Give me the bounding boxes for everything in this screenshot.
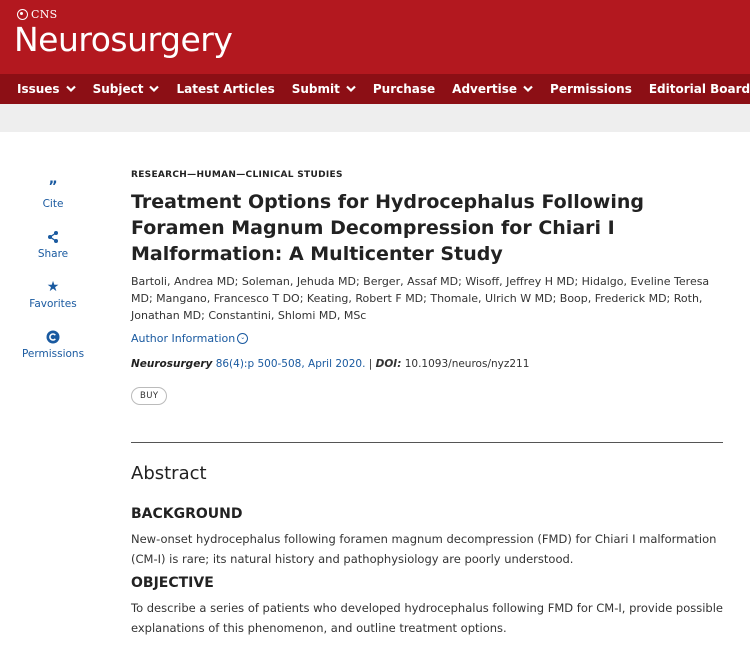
nav-label: Purchase — [372, 82, 436, 96]
citation-separator: | — [368, 357, 373, 370]
copyright-icon — [46, 330, 60, 344]
section-text-objective: To describe a series of patients who developed hydrocephalus following FMD for CM-I, provide possible explanations of this phenomenon, and outline treatment options. — [131, 601, 724, 636]
author-information-toggle[interactable] — [131, 332, 723, 345]
nav-label: Subject — [92, 82, 144, 96]
section-heading-objective: OBJECTIVE — [131, 575, 214, 592]
divider — [131, 442, 723, 443]
tool-label: Share — [37, 248, 69, 260]
nav-permissions[interactable] — [550, 82, 632, 96]
article-type: RESEARCH—HUMAN—CLINICAL STUDIES — [131, 170, 343, 180]
nav-issues[interactable] — [17, 82, 76, 96]
nav-subject[interactable] — [93, 82, 160, 96]
abstract-section — [131, 463, 723, 645]
abstract-heading: Abstract — [131, 463, 207, 484]
main-nav — [0, 74, 750, 104]
permissions-tool[interactable] — [20, 330, 86, 360]
author-info-label: Author Information — [131, 331, 236, 345]
doi-value: 10.1093/neuros/nyz211 — [404, 357, 530, 370]
nav-label: Issues — [17, 82, 60, 96]
tool-label: Favorites — [29, 298, 77, 310]
chevron-down-icon — [149, 85, 159, 93]
toolbar-band — [0, 104, 750, 132]
citation-volume-link[interactable]: 86(4):p 500-508, April 2020. — [215, 357, 366, 370]
nav-label: Advertise — [452, 82, 518, 96]
nav-label: Editorial Board — [648, 82, 750, 96]
section-heading-background: BACKGROUND — [131, 506, 243, 522]
cns-label: CNS — [31, 8, 58, 21]
doi-label: DOI: — [375, 357, 402, 370]
nav-advertise[interactable] — [452, 82, 533, 96]
share-tool[interactable] — [20, 230, 86, 260]
citation-journal: Neurosurgery — [131, 357, 213, 370]
article-title: Treatment Options for Hydrocephalus Following Foramen Magnum Decompression for Chiari I Malformation: A Multicenter Study — [131, 191, 644, 266]
cite-tool[interactable] — [20, 180, 86, 210]
share-icon — [47, 230, 59, 244]
nav-latest-articles[interactable] — [176, 82, 274, 96]
nav-label: Latest Articles — [176, 82, 275, 96]
section-text-background: New-onset hydrocephalus following foramen magnum decompression (FMD) for Chiari I malformation (CM-I) is rare; its natural history and pathophysiology are poorly understood. — [131, 532, 717, 567]
nav-editorial-board[interactable] — [649, 82, 750, 96]
chevron-down-icon: ⌄ — [237, 333, 248, 344]
favorites-tool[interactable] — [20, 280, 86, 310]
nav-submit[interactable] — [292, 82, 356, 96]
article-header — [131, 170, 723, 405]
star-icon: ★ — [46, 279, 60, 295]
chevron-down-icon — [346, 85, 356, 93]
author-list: Bartoli, Andrea MD; Soleman, Jehuda MD; Berger, Assaf MD; Wisoff, Jeffrey H MD; Hidalgo, Eveline Teresa MD; Mangano, Francesco T DO; Keating, Robert F MD; Thomale, Ulrich W MD; Boop, Frederick MD; Roth, Jonathan MD; Constantini, Shlomi MD, MSc — [131, 274, 710, 322]
citation-line — [131, 358, 723, 370]
tool-label: Permissions — [21, 348, 85, 360]
tool-label: Cite — [42, 198, 64, 210]
chevron-down-icon — [66, 85, 76, 93]
article-tools — [20, 180, 86, 380]
quote-icon: ” — [48, 179, 58, 195]
nav-purchase[interactable] — [373, 82, 435, 96]
nav-label: Submit — [291, 82, 340, 96]
site-header — [0, 0, 750, 104]
buy-button[interactable]: BUY — [131, 387, 167, 405]
nav-label: Permissions — [550, 82, 632, 96]
cns-seal-icon — [17, 9, 28, 20]
journal-logo[interactable]: Neurosurgery — [14, 20, 233, 59]
chevron-down-icon — [523, 85, 533, 93]
